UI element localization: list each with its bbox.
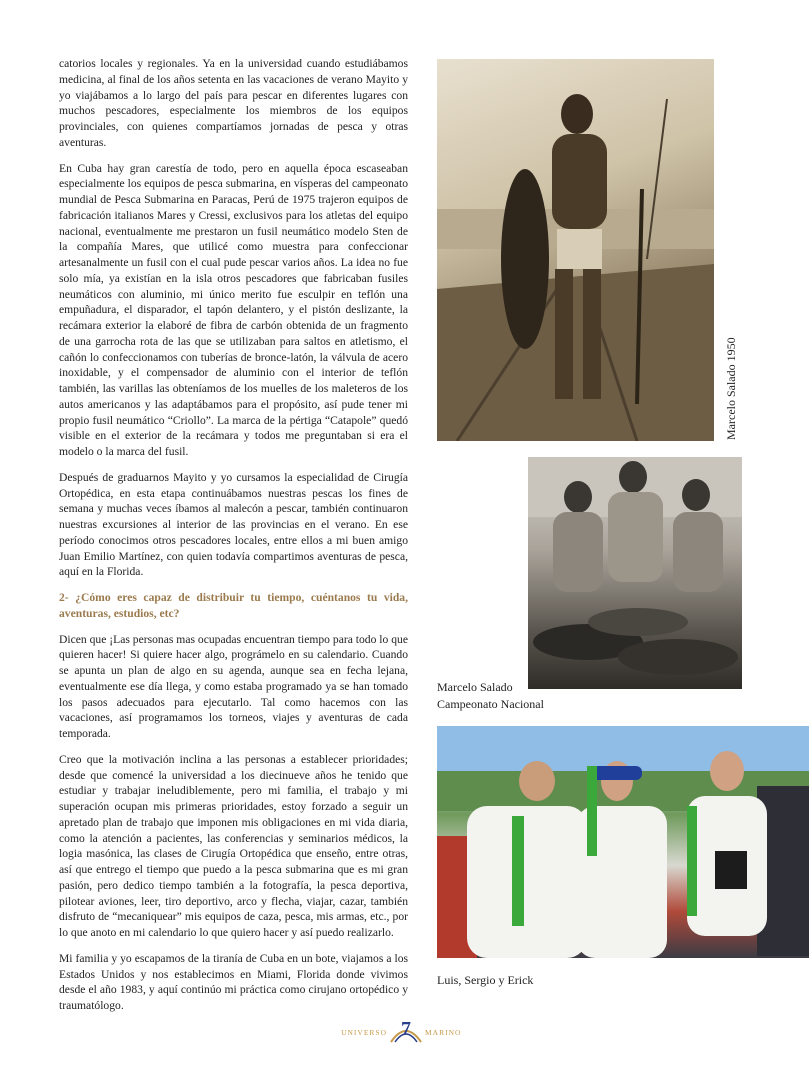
photo-national-championship	[528, 457, 742, 689]
paragraph-3: Después de graduarnos Mayito y yo cursamos la especialidad de Cirugía Ortopédica, en esta etapa continuábamos nuestras pescas los fines de semana y muchas veces íbamos al malecón a pescar, también continuaron nuestras excursiones al interior de las provincias en el verano. En ese período conocimos otros pescadores locales, entre ellos a mi buen amigo Juan Emilio Martínez, con quien todavía compartimos aventuras de pesca, aquí en la Florida.	[59, 470, 408, 579]
photo-trophy-winners	[437, 726, 809, 958]
page-number: 7	[401, 1018, 411, 1040]
photo2-caption	[437, 679, 577, 713]
photo-fisherman-1950	[437, 59, 714, 441]
paragraph-1: catorios locales y regionales. Ya en la universidad cuando estudiábamos medicina, al final de los años setenta en las vacaciones de verano Mayito y yo viajábamos a lo largo del país para pescar en diferentes lugares con muchos pescadores, especialmente los miembros de los equipos provinciales, con quienes compartíamos jornadas de pesca y otras aventuras.	[59, 57, 408, 149]
paragraph-2: En Cuba hay gran carestía de todo, pero en aquella época escaseaban especialmente los equipos de pesca submarina, en vísperas del campeonato mundial de Pesca Submarina en Paracas, Perú de 1975 trajeron equipos de fabricación italianos Mares y Cressi, exclusivos para los atletas del equipo nacional, eventualmente me prestaron un fusil neumático modelo Sten de la compañía Mares, que utilicé como muestra para confeccionar artesanalmente un fusil con el cual pude pescar varios años. La idea no fue solo mía, ya existían en la isla otros pescadores que fabricaban fusiles neumáticos con aluminio, mi único merito fue esculpir en teflón una empuñadura, el disparador, el tapón delantero, y el pistón deslizante, la recámara exterior la elaboré de fibra de carbón obtenida de un fragmento de una garrocha rota de las que se utilizaban para saltos en atletismo, el cañón lo confeccionamos con tuberías de bronce-latón, la válvula de acero inoxidable, y el compensador de aluminio con el interior de teflón también, las varillas las obteníamos de los muelles de los maleteros de los autos americanos y las adaptábamos para el propósito, así pude tener mi propio fusil neumático “Criollo”. La marca de la pértiga “Catapole” quedó visible en el exterior de la recámara y todos me preguntaban si era el modelo o la marca del fusil.	[59, 161, 408, 458]
footer-left-word: UNIVERSO	[341, 1028, 387, 1037]
photo-championship-illustration	[528, 457, 742, 689]
answer-paragraph-3: Mi familia y yo escapamos de la tiranía de Cuba en un bote, viajamos a los Estados Unidos y nos establecimos en Miami, Florida donde vivimos desde el año 1983, y aquí continúo mi práctica como cirujano ortopédico y traumatólogo.	[59, 951, 408, 1012]
photo-trophies-illustration	[437, 726, 809, 958]
photo1-caption: Marcelo Salado 1950	[724, 337, 738, 440]
photo3-caption: Luis, Sergio y Erick	[437, 973, 534, 987]
photo-fisherman-illustration	[437, 59, 714, 441]
question-heading: 2- ¿Cómo eres capaz de distribuir tu tiempo, cuéntanos tu vida, aventuras, estudios, etc?	[59, 591, 408, 620]
photo2-caption-line2: Campeonato Nacional	[437, 697, 544, 711]
page-footer	[0, 1012, 812, 1048]
answer-paragraph-2: Creo que la motivación inclina a las personas a establecer prioridades; desde que comencé la universidad a los diecinueve años he tenido que estudiar y trabajar ineludiblemente, pero mi familia, el trabajo y mi superación ocupan mis primeras prioridades, estoy forzado a seguir un apretado plan de trabajo que imponen mis obligaciones en mi vida diaria, como la atención a pacientes, las conferencias y seminarios médicos, la logia masónica, las clases de Cirugía Ortopédica que enseño, entre otras, así que entrego el tiempo que puedo a la pesca submarina que es mi gran pasión, pero dedico tiempo también a la fotografía, la pesca deportiva, pilotear aviones, leer, tiro deportivo, arco y flecha, viajar, cazar, también disfruto de “mecaniquear” mis equipos de caza, pesca, mis armas, etc., por lo que anoto en mi calendario lo que quiero hacer y así puedo realizarlo.	[59, 752, 408, 939]
footer-right-word: MARINO	[425, 1028, 462, 1037]
answer-paragraph-1: Dicen que ¡Las personas mas ocupadas encuentran tiempo para todo lo que quieren hacer! Si quiere hacer algo, prográmelo en su calendario. Cuando se apunta un plan de algo en su agenda, aunque sea en fecha lejana, eventualmente ese día llega, y como estaba programado ya se han tomado los pasos adecuados para ejecutarlo. Tal como hacemos con las vacaciones, así programamos los torneos, viajes y aventuras de cada temporada.	[59, 632, 408, 740]
photo2-caption-line1: Marcelo Salado	[437, 680, 513, 694]
article-text-column	[59, 56, 408, 1024]
